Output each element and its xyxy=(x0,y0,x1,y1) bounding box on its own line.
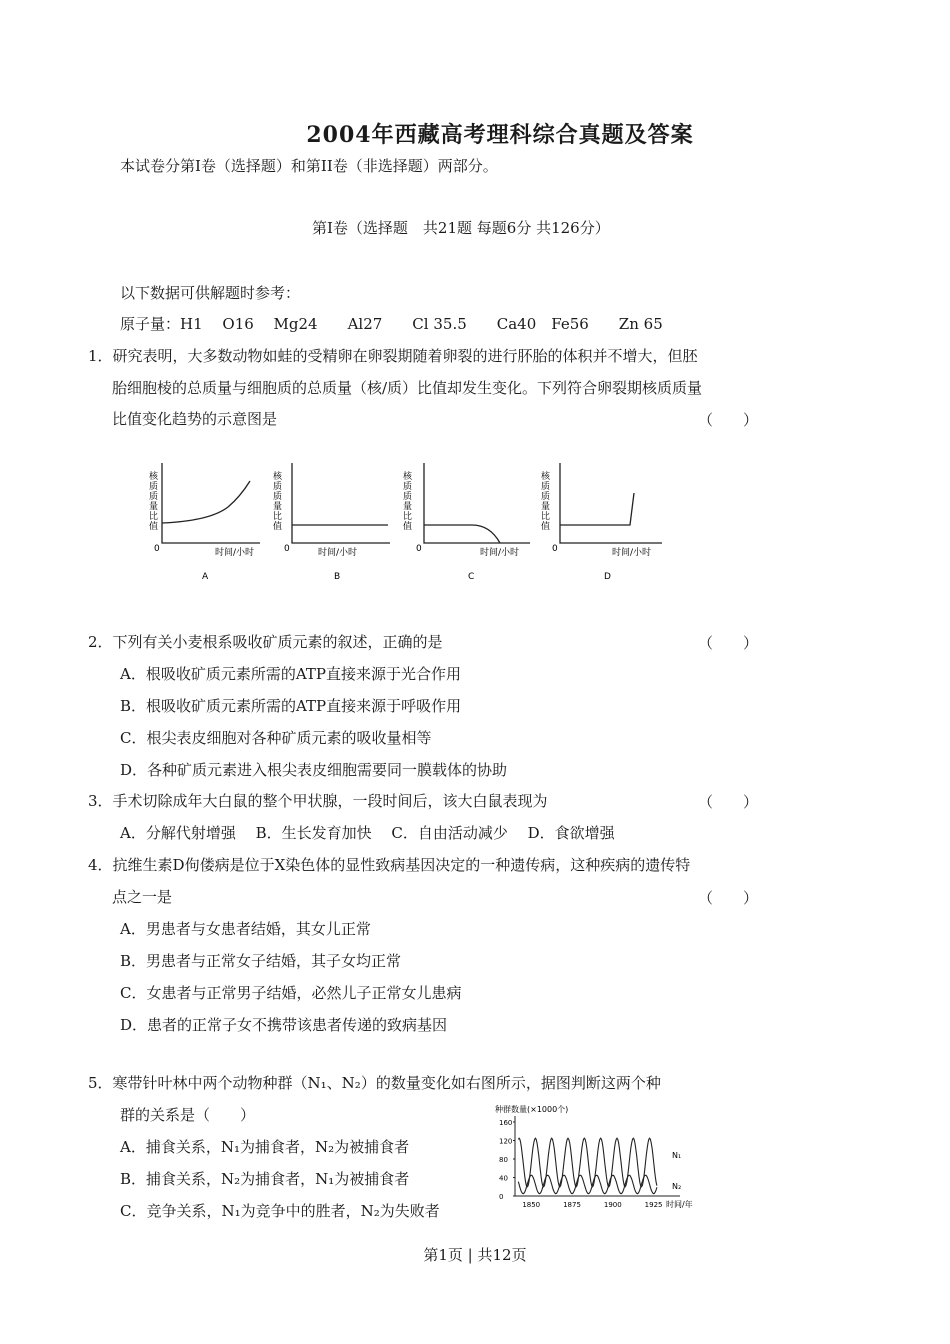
graph-c-origin: 0 xyxy=(416,544,422,554)
graph-a xyxy=(147,463,260,582)
graph-a-xlabel: 时间/小时 xyxy=(215,548,255,558)
chart-ylabel: 种群数量(×1000个) xyxy=(495,1105,569,1114)
y-tick-label: 80 xyxy=(499,1156,508,1164)
q2-option-d: D．各种矿质元素进入根尖表皮细胞需要同一膜载体的协助 xyxy=(120,761,508,779)
graph-d-letter: D xyxy=(604,572,611,582)
chart-x-ticks xyxy=(522,1201,662,1209)
graph-d-line xyxy=(560,493,634,525)
q4-line1: 4．抗维生素D佝偻病是位于X染色体的显性致病基因决定的一种遗传病，这种疾病的遗传特 xyxy=(88,856,691,874)
graph-b-letter: B xyxy=(334,572,341,582)
graph-c-xlabel: 时间/小时 xyxy=(480,548,520,558)
q1-answer-paren: （ ） xyxy=(698,411,759,429)
page-footer: 第1页 | 共12页 xyxy=(423,1246,527,1264)
graph-d-axes xyxy=(560,463,662,543)
page-title: 2004年西藏高考理科综合真题及答案 xyxy=(306,122,694,148)
q1-line2: 胎细胞棱的总质量与细胞质的总质量（核/质）比值却发生变化。下列符合卵裂期核质质量 xyxy=(112,379,703,397)
y-tick-label: 120 xyxy=(499,1137,513,1146)
y-tick-label: 160 xyxy=(499,1119,513,1127)
graph-c-axes xyxy=(424,463,530,543)
q4-option-b: B．男患者与正常女子结婚，其子女均正常 xyxy=(120,952,402,970)
q1-line1: 1．研究表明，大多数动物如蛙的受精卵在卵裂期随着卵裂的进行肧胎的体积并不增大，但胚 xyxy=(88,347,698,365)
q3-stem: 3．手术切除成年大白鼠的整个甲状腺，一段时间后，该大白鼠表现为 xyxy=(88,792,548,810)
q5-option-c: C．竞争关系，N₁为竞争中的胜者，N₂为失败者 xyxy=(120,1202,440,1220)
q3-options: A．分解代射增强 B．生长发育加快 C．自由活动减少 D．食欲增强 xyxy=(120,824,615,842)
graph-d-ylabel: 核质质量比值 xyxy=(539,471,549,531)
q2-option-a: A．根吸收矿质元素所需的ATP直接来源于光合作用 xyxy=(120,665,461,683)
graph-c xyxy=(401,463,530,582)
q1-graphs xyxy=(140,455,700,590)
q4-line2: 点之一是 xyxy=(112,888,173,906)
series-n2-line xyxy=(518,1175,657,1194)
series-n2-label: N₂ xyxy=(672,1182,682,1192)
graph-b xyxy=(271,463,390,582)
q4-option-a: A．男患者与女患者结婚，其女儿正常 xyxy=(120,920,371,938)
chart-y-ticks xyxy=(499,1119,515,1201)
q2-stem: 2．下列有关小麦根系吸收矿质元素的叙述，正确的是 xyxy=(88,633,443,651)
series-n1-line xyxy=(518,1138,657,1187)
y-tick-label: 40 xyxy=(499,1174,508,1183)
graph-d-origin: 0 xyxy=(552,544,558,554)
graph-a-letter: A xyxy=(202,572,209,582)
series-n1-label: N₁ xyxy=(672,1151,682,1161)
y-tick-label: 0 xyxy=(499,1193,504,1201)
chart-xlabel: 时间/年 xyxy=(666,1200,693,1209)
intro-text: 本试卷分第Ⅰ卷（选择题）和第II卷（非选择题）两部分。 xyxy=(120,157,498,175)
q3-answer-paren: （ ） xyxy=(698,793,759,811)
graph-b-origin: 0 xyxy=(284,544,290,554)
q2-answer-paren: （ ） xyxy=(698,634,759,652)
x-tick-label: 1900 xyxy=(603,1201,622,1209)
graph-a-ylabel: 核质质量比值 xyxy=(147,471,157,531)
q4-answer-paren: （ ） xyxy=(698,889,759,907)
graph-c-ylabel: 核质质量比值 xyxy=(401,471,411,531)
graph-a-axes xyxy=(162,463,260,543)
x-tick-label: 1925 xyxy=(644,1201,663,1209)
graph-a-curve xyxy=(162,481,250,523)
q2-option-b: B．根吸收矿质元素所需的ATP直接来源于呼吸作用 xyxy=(120,697,462,715)
graph-b-ylabel: 核质质量比值 xyxy=(271,471,281,531)
section-header: 第Ⅰ卷（选择题 共21题 每题6分 共126分） xyxy=(312,219,610,237)
population-chart xyxy=(485,1100,725,1218)
graph-b-axes xyxy=(292,463,390,543)
q5-line1: 5．寒带针叶林中两个动物种群（N₁、N₂）的数量变化如右图所示，据图判断这两个种 xyxy=(88,1074,661,1092)
q1-line3: 比值变化趋势的示意图是 xyxy=(112,410,278,428)
q4-option-d: D．患者的正常子女不携带该患者传递的致病基因 xyxy=(120,1016,448,1034)
x-tick-label: 1875 xyxy=(563,1201,581,1209)
graph-d-xlabel: 时间/小时 xyxy=(612,548,652,558)
q5-option-b: B．捕食关系，N₂为捕食者，N₁为被捕食者 xyxy=(120,1170,410,1188)
q5-option-a: A．捕食关系，N₁为捕食者，N₂为被捕食者 xyxy=(120,1138,410,1156)
graph-d xyxy=(539,463,662,582)
graph-b-xlabel: 时间/小时 xyxy=(318,548,358,558)
q2-option-c: C．根尖表皮细胞对各种矿质元素的吸收量相等 xyxy=(120,729,432,747)
q5-line2: 群的关系是（ ） xyxy=(120,1106,256,1124)
x-tick-label: 1850 xyxy=(522,1201,541,1209)
q4-option-c: C．女患者与正常男子结婚，必然儿子正常女儿患病 xyxy=(120,984,462,1002)
graph-c-letter: C xyxy=(468,572,475,582)
graph-a-origin: 0 xyxy=(154,544,160,554)
reference-label: 以下数据可供解题时参考： xyxy=(120,284,301,302)
atomic-masses: 原子量：H1 O16 Mg24 Al27 Cl 35.5 Ca40 Fe56 Zn 65 xyxy=(120,315,663,333)
graph-c-curve xyxy=(424,525,500,543)
